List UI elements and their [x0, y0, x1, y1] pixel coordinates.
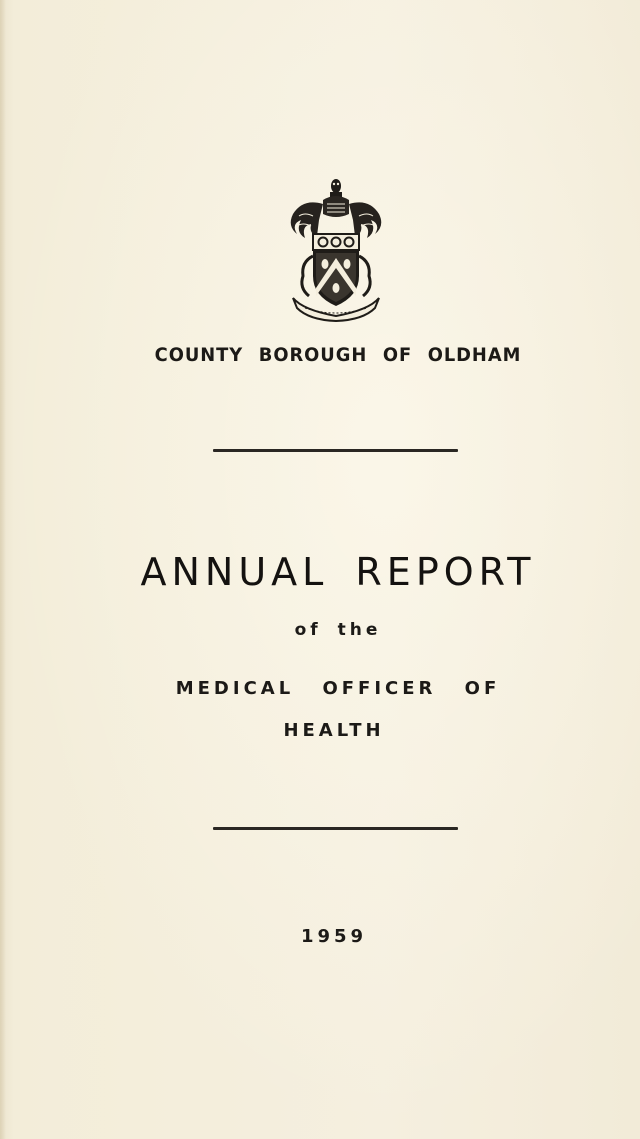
bottom-divider-rule	[213, 827, 458, 830]
subtitle-connector: of the	[294, 620, 382, 640]
report-title: ANNUAL REPORT	[140, 550, 536, 594]
officer-line: MEDICAL OFFICER OF	[175, 678, 501, 699]
officer-line-health: HEALTH	[283, 720, 385, 741]
borough-title: COUNTY BOROUGH OF OLDHAM	[154, 344, 522, 366]
coat-of-arms-icon	[283, 176, 389, 322]
top-divider-rule	[213, 449, 458, 452]
report-year: 1959	[300, 926, 368, 947]
